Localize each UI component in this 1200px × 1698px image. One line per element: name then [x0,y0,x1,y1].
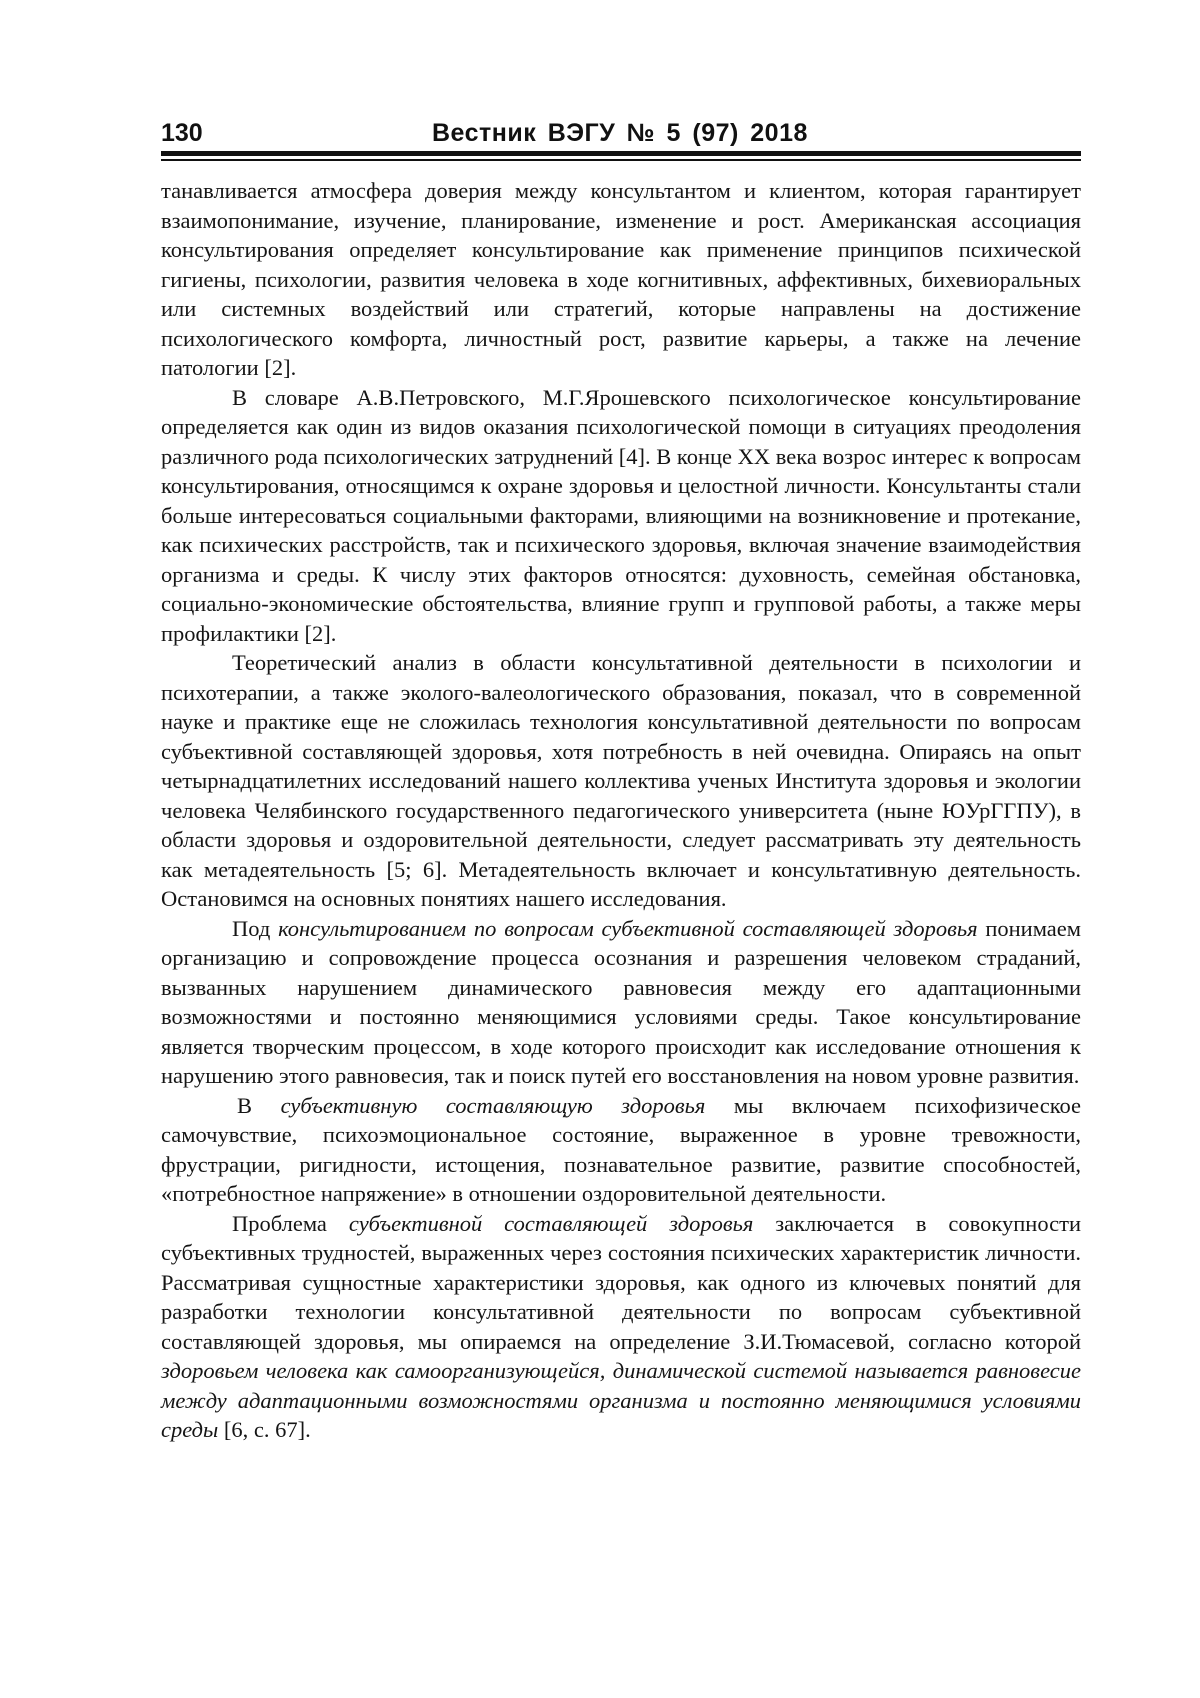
journal-title: Вестник ВЭГУ № 5 (97) 2018 [432,119,808,147]
paragraph-4-text: понимаем организацию и сопровождение процесса осознания и разрешения человеком страданий, вызванных нарушением динамического равновесия между его адаптационными возможностями и постоянно меняющимися условиями среды. Такое консультирование является творческим процессом, в ходе которого происходит как исследование отношения к нарушению этого равновесия, так и поиск путей его восстановления на новом уровне развития. [161,915,1081,1088]
paragraph-1: танавливается атмосфера доверия между консультантом и клиентом, которая гарантирует взаимопонимание, изучение, планирование, изменение и рост. Американская ассоциация консультирования определяет консультирование как применение принципов психической гигиены, психологии, развития человека в ходе когнитивных, аффективных, бихевиоральных или системных воздействий или стратегий, которые направлены на достижение психологического комфорта, личностный рост, развитие карьеры, а также на лечение патологии [2]. [161,178,1081,380]
paragraph-6-text: заключается в совокупности субъективных трудностей, выраженных через состояния психических характеристик личности. Рассматривая сущностные характеристики здоровья, как одного из ключевых понятий для разработки технологии консультативной деятельности по вопросам субъективной составляющей здоровья, мы опираемся на определение З.И.Тюмасевой, согласно которой [161,1210,1082,1354]
paragraph-6-citation: [6, с. 67]. [218,1417,311,1442]
paragraph-4 [161,914,1081,1091]
paragraph-6 [161,1209,1081,1445]
header-rule-thick [161,151,1081,156]
paragraph-2: В словаре А.В.Петровского, М.Г.Ярошевского психологическое консультирование определяется как один из видов оказания психологической помощи в ситуациях преодоления различного рода психологических затруднений [4]. В конце XX века возрос интерес к вопросам консультирования, относящимся к охране здоровья и целостной личности. Консультанты стали больше интересоваться социальными факторами, влияющими на возникновение и протекание, как психических расстройств, так и психического здоровья, включая значение взаимодействия организма и среды. К числу этих факторов относятся: духовность, семейная обстановка, социально-экономические обстоятельства, влияние групп и групповой работы, а также меры профилактики [2]. [161,384,1081,646]
paragraph-5 [161,1091,1081,1209]
paragraph-6-term: субъективной составляющей здоровья [348,1210,754,1236]
paragraph-6-lead: Проблема [232,1210,349,1236]
paragraph-4-lead: Под [232,915,279,941]
article-body [161,176,1081,1445]
header-rule-thin [161,159,1081,161]
paragraph-4-term: консультированием по вопросам субъективной составляющей здоровья [278,915,978,941]
paragraph-5-lead: В [237,1092,281,1118]
running-header [161,113,1081,153]
paragraph-5-term: субъективную составляющую здоровья [280,1092,706,1118]
paragraph-5-text: мы включаем психофизическое самочувствие, психоэмоциональное состояние, выраженное в уровне тревожности, фрустрации, ригидности, истощения, познавательное развитие, развитие способностей, «потребностное напряжение» в отношении оздоровительной деятельности. [161,1092,1082,1206]
paragraph-6-definition: здоровьем человека как самоорганизующейся, динамической системой называется равновесие между адаптационными возможностями организма и постоянно меняющимися условиями среды [161,1358,1081,1442]
paragraph-3: Теоретический анализ в области консультативной деятельности в психологии и психотерапии, а также эколого-валеологического образования, показал, что в современной науке и практике еще не сложилась технология консультативной деятельности по вопросам субъективной составляющей здоровья, хотя потребность в ней очевидна. Опираясь на опыт четырнадцатилетних исследований нашего коллектива ученых Института здоровья и экологии человека Челябинского государственного педагогического университета (ныне ЮУрГГПУ), в области здоровья и оздоровительной деятельности, следует рассматривать эту деятельность как метадеятельность [5; 6]. Метадеятельность включает и консультативную деятельность. Остановимся на основных понятиях нашего исследования. [161,650,1081,911]
page-number: 130 [161,119,203,147]
